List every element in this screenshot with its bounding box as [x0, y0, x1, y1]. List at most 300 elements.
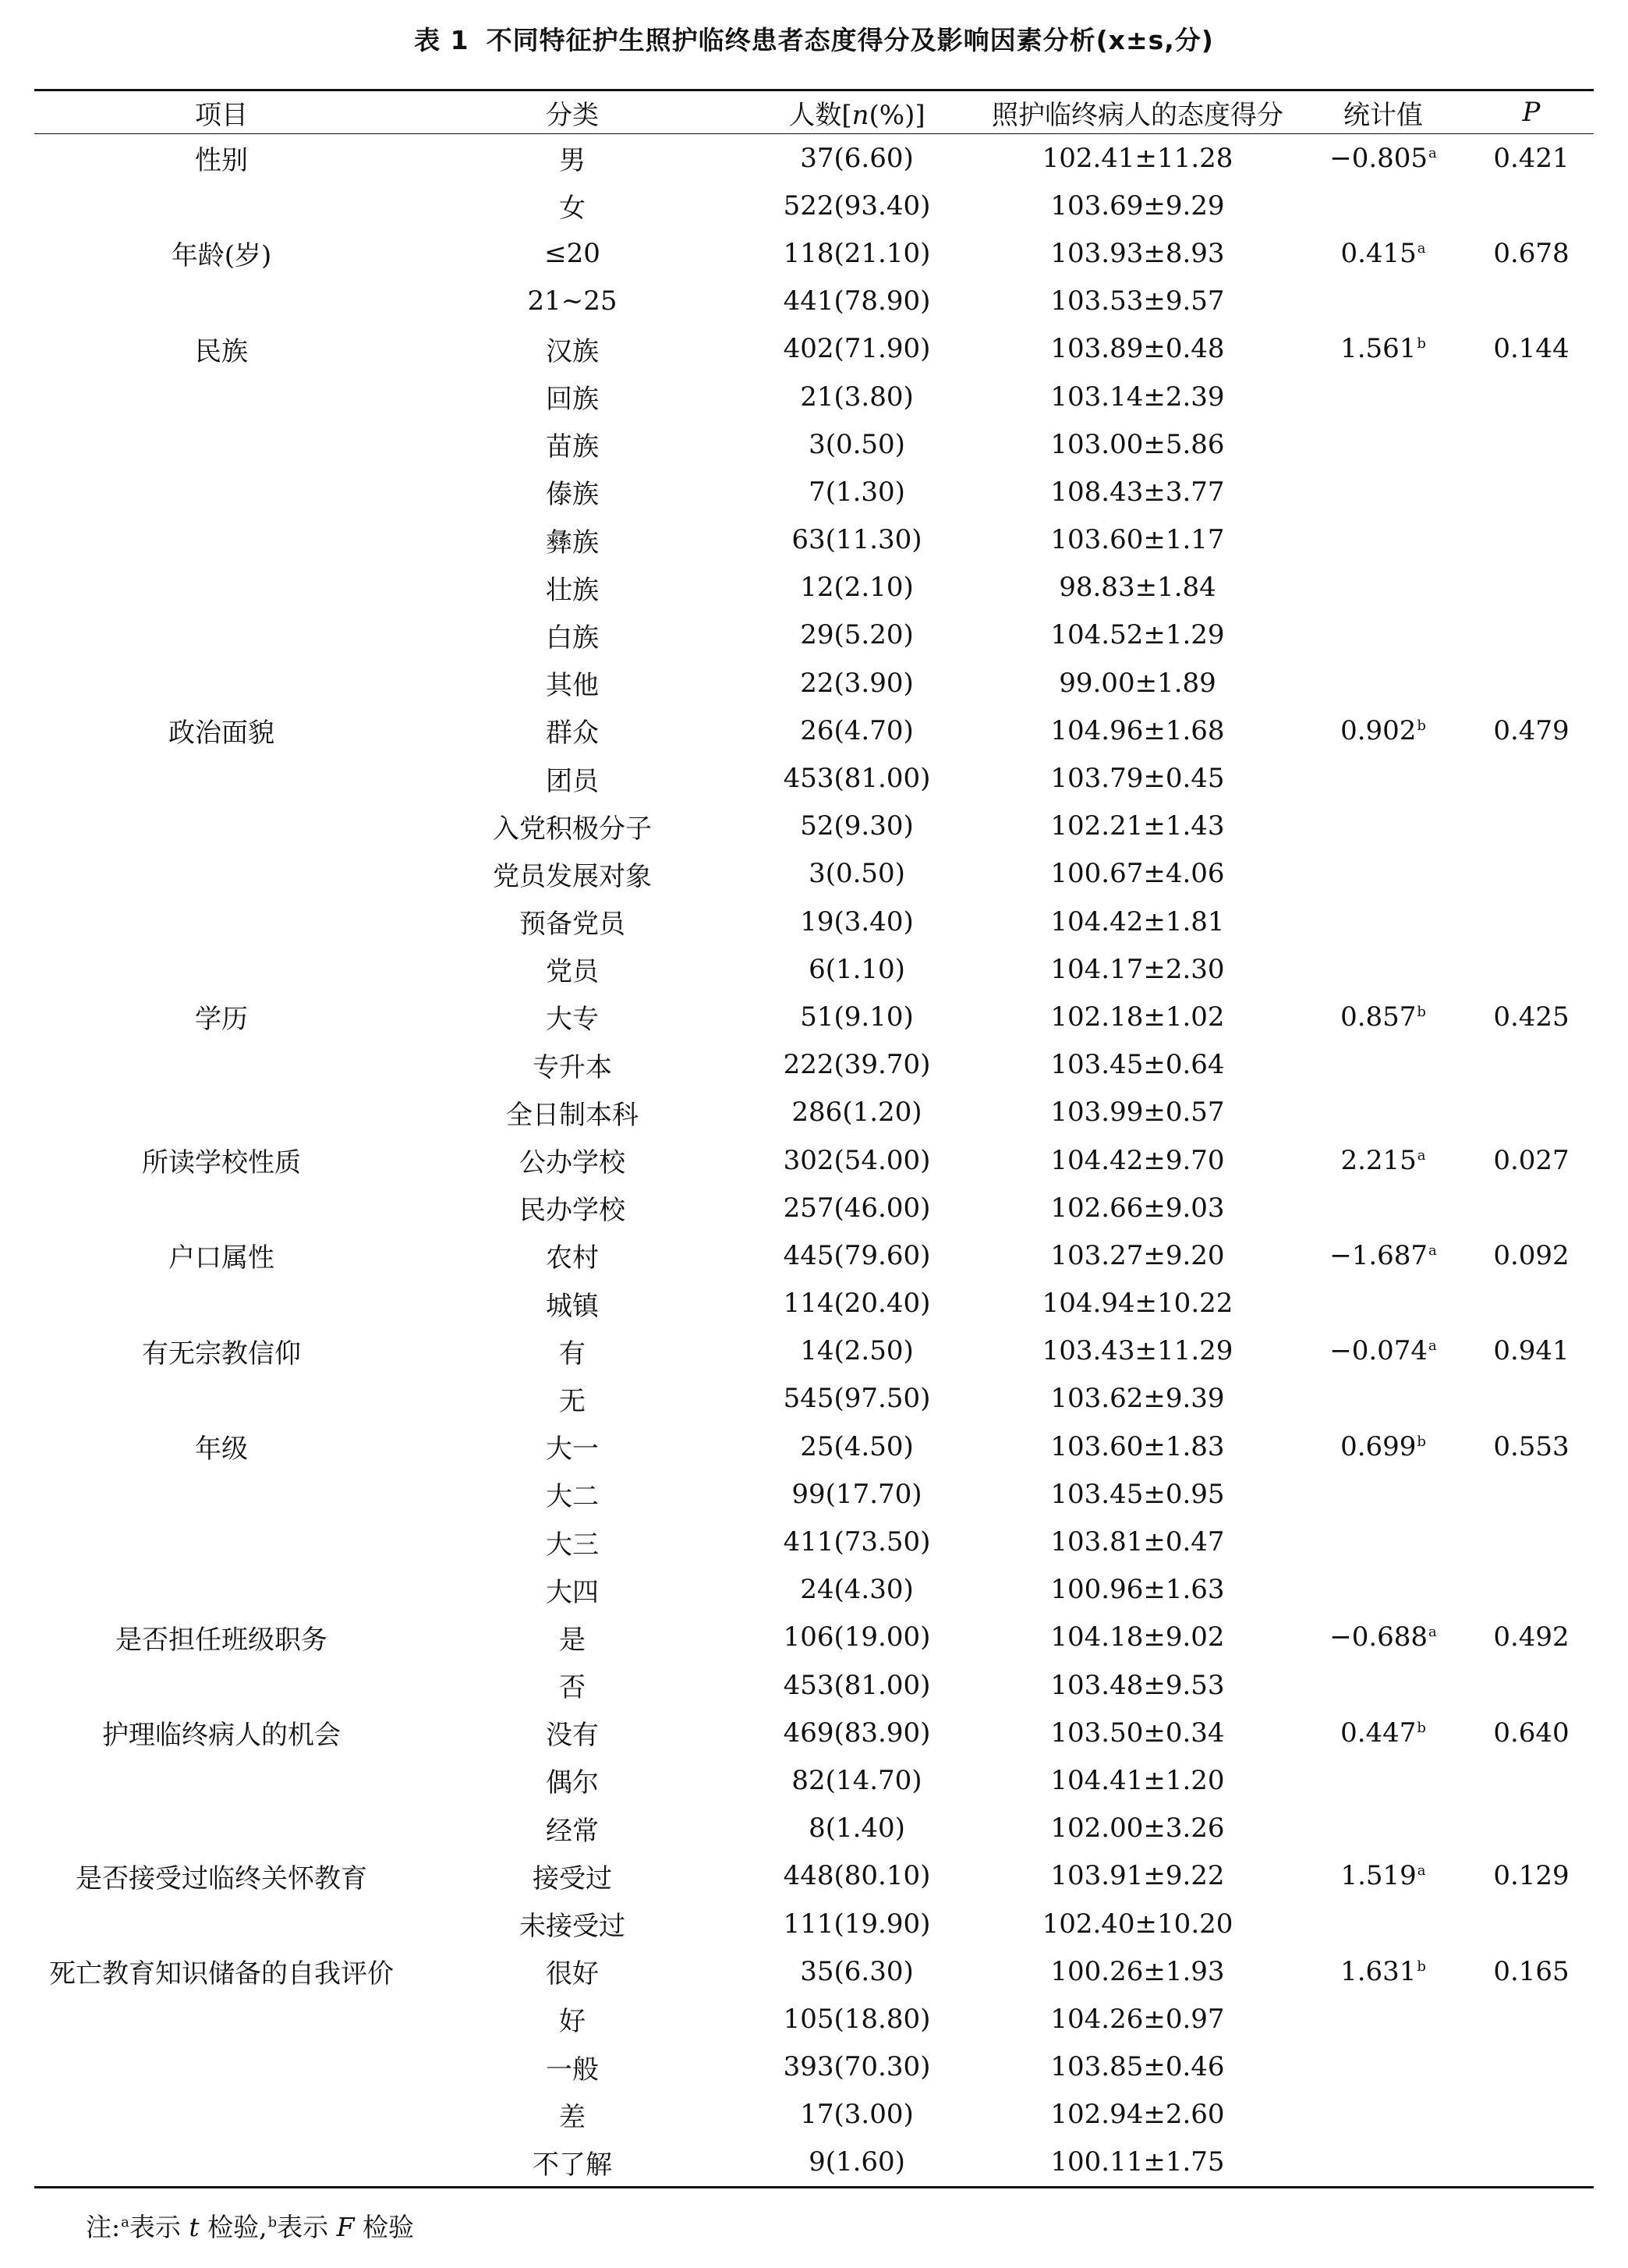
table-row [34, 1756, 1594, 1804]
cell-category: 公办学校 [519, 1147, 625, 1179]
table-row [34, 516, 1594, 564]
cell-item [34, 468, 409, 516]
cell-count: 24(4.30) [800, 1574, 914, 1606]
cell-category: 一般 [546, 2054, 599, 2085]
table-row [34, 1184, 1594, 1231]
cell-item [34, 2043, 409, 2091]
table-row [34, 611, 1594, 659]
cell-p [1469, 1280, 1594, 1327]
cell-p [1469, 1089, 1594, 1136]
cell-score: 104.42±1.81 [1050, 905, 1225, 937]
cell-item [34, 1470, 409, 1518]
table-row [34, 1136, 1594, 1184]
table-row [34, 1900, 1594, 1947]
cell-score: 108.43±3.77 [1050, 476, 1225, 508]
cell-stat [1297, 659, 1469, 707]
cell-stat [1297, 1661, 1469, 1709]
header-p: P [1469, 90, 1594, 134]
stat-test-marker: b [1417, 1003, 1426, 1020]
table-row [34, 1470, 1594, 1518]
stat-test-marker: a [1417, 1146, 1426, 1164]
cell-item [34, 516, 409, 564]
cell-p: 0.092 [1493, 1239, 1570, 1271]
cell-count: 25(4.50) [800, 1430, 914, 1462]
cell-item [34, 803, 409, 850]
stat-test-marker: b [1417, 717, 1426, 734]
cell-count: 63(11.30) [791, 524, 922, 556]
cell-category: 群众 [546, 718, 599, 750]
cell-item: 性别 [195, 145, 248, 177]
cell-score: 100.67±4.06 [1050, 858, 1225, 890]
cell-stat: −0.074$^a$ [1329, 1335, 1437, 1367]
cell-count: 114(20.40) [783, 1288, 931, 1320]
cell-score: 100.96±1.63 [1050, 1574, 1225, 1606]
cell-stat [1297, 850, 1469, 898]
table-row [34, 1518, 1594, 1565]
cell-category: 壮族 [546, 574, 599, 606]
stat-test-marker: b [1417, 1719, 1426, 1736]
cell-score: 104.42±9.70 [1050, 1144, 1225, 1176]
cell-category: 专升本 [533, 1051, 612, 1083]
cell-stat: −0.688$^a$ [1329, 1621, 1437, 1653]
cell-stat: 1.631$^b$ [1340, 1955, 1426, 1987]
cell-item [34, 1375, 409, 1423]
cell-stat [1297, 1184, 1469, 1231]
cell-stat [1297, 898, 1469, 945]
table-body [34, 134, 1594, 2188]
cell-stat [1297, 1566, 1469, 1614]
cell-p [1469, 611, 1594, 659]
cell-score: 100.26±1.93 [1050, 1955, 1225, 1987]
cell-p [1469, 516, 1594, 564]
cell-category: 无 [559, 1385, 586, 1417]
cell-p [1469, 182, 1594, 229]
cell-category: 女 [559, 193, 586, 225]
cell-item [34, 1805, 409, 1852]
cell-item [34, 1184, 409, 1231]
cell-p [1469, 420, 1594, 468]
cell-category: 接受过 [533, 1862, 612, 1894]
cell-category: 其他 [546, 670, 599, 702]
cell-category: 差 [559, 2101, 586, 2133]
cell-count: 6(1.10) [809, 953, 905, 985]
cell-category: 好 [559, 2006, 586, 2038]
header-item: 项目 [34, 90, 409, 134]
cell-category: 预备党员 [519, 909, 625, 941]
cell-stat: 0.447$^b$ [1340, 1717, 1426, 1749]
cell-item [34, 1566, 409, 1614]
cell-score: 103.53±9.57 [1050, 285, 1225, 317]
cell-item [34, 1995, 409, 2043]
cell-stat: −1.687$^a$ [1329, 1239, 1437, 1271]
table-row [34, 2091, 1594, 2139]
table-row [34, 278, 1594, 325]
cell-score: 102.94±2.60 [1050, 2099, 1225, 2131]
cell-count: 8(1.40) [809, 1813, 905, 1845]
cell-category: 大一 [546, 1433, 599, 1465]
table-row [34, 420, 1594, 468]
cell-score: 103.99±0.57 [1050, 1097, 1225, 1129]
cell-stat [1297, 1041, 1469, 1089]
cell-score: 102.21±1.43 [1050, 810, 1225, 842]
cell-stat: 0.857$^b$ [1340, 1001, 1426, 1033]
cell-category: 白族 [546, 622, 599, 654]
cell-category: 否 [559, 1672, 586, 1704]
table-row [34, 2043, 1594, 2091]
cell-stat [1297, 803, 1469, 850]
cell-p [1469, 1566, 1594, 1614]
cell-score: 104.26±0.97 [1050, 2003, 1225, 2035]
cell-p: 0.027 [1493, 1144, 1570, 1176]
table-row [34, 1995, 1594, 2043]
cell-category: 回族 [546, 384, 599, 416]
cell-stat [1297, 1995, 1469, 2043]
cell-p: 0.678 [1493, 237, 1570, 269]
stat-test-marker: a [1428, 144, 1437, 161]
table-row [34, 1375, 1594, 1423]
cell-count: 118(21.10) [783, 237, 931, 269]
header-category: 分类 [409, 90, 736, 134]
cell-count: 522(93.40) [783, 190, 931, 221]
cell-score: 103.27±9.20 [1050, 1239, 1225, 1271]
cell-item: 政治面貌 [168, 718, 274, 750]
table-row [34, 1947, 1594, 1995]
table-row [34, 134, 1594, 183]
cell-item: 是否接受过临终关怀教育 [76, 1862, 367, 1894]
cell-score: 102.40±10.20 [1042, 1908, 1233, 1940]
cell-stat: 1.519$^a$ [1340, 1860, 1426, 1892]
cell-item: 死亡教育知识储备的自我评价 [49, 1958, 394, 1990]
cell-category: 苗族 [546, 431, 599, 463]
cell-p [1469, 898, 1594, 945]
cell-count: 21(3.80) [800, 381, 914, 413]
cell-item [34, 1756, 409, 1804]
cell-category: 21~25 [527, 285, 618, 317]
cell-category: ≤20 [544, 237, 600, 269]
cell-category: 偶尔 [546, 1767, 599, 1799]
cell-count: 14(2.50) [800, 1335, 914, 1367]
cell-p: 0.553 [1493, 1430, 1570, 1462]
cell-category: 是 [559, 1624, 586, 1656]
table-row [34, 564, 1594, 611]
table-row [34, 1709, 1594, 1756]
cell-score: 103.60±1.17 [1050, 524, 1225, 556]
cell-item: 学历 [195, 1004, 248, 1036]
table-row [34, 1089, 1594, 1136]
cell-count: 3(0.50) [809, 858, 905, 890]
cell-category: 入党积极分子 [493, 813, 652, 845]
header-row [34, 90, 1594, 134]
cell-count: 82(14.70) [791, 1764, 922, 1796]
data-table [34, 89, 1594, 2188]
cell-score: 104.18±9.02 [1050, 1621, 1225, 1653]
cell-stat [1297, 1280, 1469, 1327]
cell-category: 团员 [546, 765, 599, 797]
cell-stat [1297, 182, 1469, 229]
cell-p [1469, 1518, 1594, 1565]
table-row [34, 1231, 1594, 1279]
cell-category: 很好 [546, 1958, 599, 1990]
table-row [34, 803, 1594, 850]
table-row [34, 754, 1594, 802]
table-title-text: 不同特征护生照护临终患者态度得分及影响因素分析(x±s,分) [486, 25, 1214, 55]
cell-p [1469, 1470, 1594, 1518]
cell-item [34, 1280, 409, 1327]
cell-item [34, 945, 409, 993]
cell-category: 傣族 [546, 479, 599, 511]
cell-p [1469, 1661, 1594, 1709]
cell-count: 99(17.70) [791, 1478, 922, 1510]
cell-item [34, 2139, 409, 2188]
cell-p [1469, 468, 1594, 516]
cell-count: 37(6.60) [800, 142, 914, 174]
table-row [34, 659, 1594, 707]
cell-count: 286(1.20) [791, 1097, 922, 1129]
cell-stat [1297, 611, 1469, 659]
cell-item [34, 278, 409, 325]
cell-p: 0.640 [1493, 1717, 1570, 1749]
cell-item: 年级 [195, 1433, 248, 1465]
header-score: 照护临终病人的态度得分 [978, 90, 1297, 134]
cell-p: 0.421 [1493, 142, 1570, 174]
table-row [34, 945, 1594, 993]
cell-category: 汉族 [546, 335, 599, 367]
cell-p [1469, 564, 1594, 611]
cell-p [1469, 803, 1594, 850]
cell-category: 全日制本科 [506, 1099, 639, 1131]
cell-score: 103.14±2.39 [1050, 381, 1225, 413]
cell-stat: 2.215$^a$ [1340, 1144, 1426, 1176]
cell-stat: 0.902$^b$ [1340, 714, 1426, 746]
cell-count: 453(81.00) [783, 1669, 931, 1701]
cell-score: 103.50±0.34 [1050, 1717, 1225, 1749]
cell-p [1469, 1900, 1594, 1947]
cell-item [34, 1661, 409, 1709]
cell-score: 103.89±0.48 [1050, 333, 1225, 365]
cell-category: 大四 [546, 1576, 599, 1608]
cell-count: 411(73.50) [783, 1526, 931, 1558]
cell-stat [1297, 1470, 1469, 1518]
table-row [34, 373, 1594, 420]
header-count: 人数[n(%)] [736, 90, 978, 134]
cell-p [1469, 1805, 1594, 1852]
cell-score: 103.43±11.29 [1042, 1335, 1233, 1367]
cell-count: 51(9.10) [800, 1001, 914, 1033]
stat-test-marker: a [1428, 1624, 1437, 1641]
stat-test-marker: a [1428, 1338, 1437, 1355]
cell-count: 302(54.00) [783, 1144, 931, 1176]
cell-p: 0.941 [1493, 1335, 1570, 1367]
cell-p: 0.144 [1493, 333, 1570, 365]
cell-count: 257(46.00) [783, 1192, 931, 1224]
cell-stat [1297, 1375, 1469, 1423]
cell-category: 未接受过 [519, 1911, 625, 1943]
table-row [34, 993, 1594, 1040]
cell-stat [1297, 278, 1469, 325]
cell-category: 大三 [546, 1529, 599, 1561]
table-row [34, 1614, 1594, 1661]
cell-category: 不了解 [533, 2149, 612, 2181]
stat-test-marker: b [1417, 1958, 1426, 1975]
table-row [34, 1423, 1594, 1470]
cell-p [1469, 2091, 1594, 2139]
cell-count: 19(3.40) [800, 905, 914, 937]
cell-count: 7(1.30) [809, 476, 905, 508]
cell-score: 103.45±0.95 [1050, 1478, 1225, 1510]
cell-p: 0.425 [1493, 1001, 1570, 1033]
cell-score: 103.48±9.53 [1050, 1669, 1225, 1701]
cell-score: 99.00±1.89 [1059, 667, 1216, 699]
cell-item [34, 2091, 409, 2139]
cell-item: 年龄(岁) [171, 240, 272, 272]
cell-p [1469, 1756, 1594, 1804]
cell-stat [1297, 468, 1469, 516]
table-row [34, 1280, 1594, 1327]
cell-stat: 0.699$^b$ [1340, 1430, 1426, 1462]
cell-count: 445(79.60) [783, 1239, 931, 1271]
cell-item [34, 611, 409, 659]
cell-stat [1297, 1756, 1469, 1804]
cell-count: 111(19.90) [783, 1908, 931, 1940]
cell-p: 0.492 [1493, 1621, 1570, 1653]
cell-item [34, 1041, 409, 1089]
table-row [34, 1852, 1594, 1900]
cell-stat [1297, 2139, 1469, 2188]
cell-p [1469, 754, 1594, 802]
cell-score: 103.69±9.29 [1050, 190, 1225, 221]
cell-item [34, 1900, 409, 1947]
cell-score: 103.93±8.93 [1050, 237, 1225, 269]
cell-item [34, 754, 409, 802]
stat-test-marker: a [1417, 1862, 1426, 1880]
cell-category: 党员 [546, 956, 599, 988]
cell-category: 经常 [546, 1815, 599, 1847]
cell-stat [1297, 1805, 1469, 1852]
cell-stat [1297, 2091, 1469, 2139]
cell-item [34, 1518, 409, 1565]
cell-item: 所读学校性质 [142, 1147, 301, 1179]
cell-count: 545(97.50) [783, 1383, 931, 1415]
cell-stat [1297, 373, 1469, 420]
table-note: 注:$^a$表示 t 检验,$^b$表示 F 检验 [86, 2212, 415, 2242]
cell-count: 9(1.60) [809, 2146, 905, 2178]
cell-item [34, 659, 409, 707]
cell-stat [1297, 754, 1469, 802]
table-row [34, 707, 1594, 754]
cell-score: 103.45±0.64 [1050, 1049, 1225, 1081]
cell-stat [1297, 1518, 1469, 1565]
table-row [34, 182, 1594, 229]
cell-count: 22(3.90) [800, 667, 914, 699]
cell-p [1469, 850, 1594, 898]
cell-p: 0.479 [1493, 714, 1570, 746]
table-row [34, 1566, 1594, 1614]
cell-count: 441(78.90) [783, 285, 931, 317]
cell-count: 448(80.10) [783, 1860, 931, 1892]
cell-score: 104.41±1.20 [1050, 1764, 1225, 1796]
stat-test-marker: a [1417, 239, 1426, 257]
cell-item: 是否担任班级职务 [115, 1624, 327, 1656]
cell-item [34, 1089, 409, 1136]
table-row [34, 2139, 1594, 2188]
cell-score: 103.79±0.45 [1050, 763, 1225, 795]
cell-stat [1297, 420, 1469, 468]
cell-stat [1297, 2043, 1469, 2091]
cell-category: 城镇 [546, 1290, 599, 1322]
cell-count: 26(4.70) [800, 714, 914, 746]
cell-score: 103.60±1.83 [1050, 1430, 1225, 1462]
cell-score: 102.66±9.03 [1050, 1192, 1225, 1224]
cell-score: 104.96±1.68 [1050, 714, 1225, 746]
cell-p [1469, 2139, 1594, 2188]
table-row [34, 229, 1594, 277]
cell-score: 103.62±9.39 [1050, 1383, 1225, 1415]
cell-item: 民族 [195, 335, 248, 367]
cell-category: 有 [559, 1338, 586, 1370]
cell-category: 党员发展对象 [493, 860, 652, 892]
cell-category: 没有 [546, 1720, 599, 1752]
cell-score: 103.85±0.46 [1050, 2051, 1225, 2083]
cell-count: 12(2.10) [800, 572, 914, 604]
cell-category: 民办学校 [519, 1195, 625, 1227]
cell-p: 0.129 [1493, 1860, 1570, 1892]
stat-test-marker: b [1417, 335, 1426, 353]
table-row [34, 468, 1594, 516]
cell-category: 农村 [546, 1242, 599, 1274]
cell-category: 大专 [546, 1004, 599, 1036]
table-row [34, 1661, 1594, 1709]
cell-stat [1297, 1900, 1469, 1947]
table-title [0, 17, 1628, 64]
cell-count: 469(83.90) [783, 1717, 931, 1749]
cell-p [1469, 2043, 1594, 2091]
cell-count: 393(70.30) [783, 2051, 931, 2083]
cell-category: 大二 [546, 1481, 599, 1513]
cell-item [34, 850, 409, 898]
table-row [34, 850, 1594, 898]
table-row [34, 898, 1594, 945]
table-number: 表 1 [414, 25, 469, 55]
table-row [34, 1805, 1594, 1852]
cell-score: 102.18±1.02 [1050, 1001, 1225, 1033]
cell-category: 彝族 [546, 526, 599, 558]
cell-stat: 0.415$^a$ [1340, 237, 1426, 269]
cell-score: 102.00±3.26 [1050, 1813, 1225, 1845]
cell-stat: 1.561$^b$ [1340, 333, 1426, 365]
cell-score: 98.83±1.84 [1059, 572, 1216, 604]
cell-score: 103.00±5.86 [1050, 428, 1225, 460]
cell-count: 29(5.20) [800, 619, 914, 651]
cell-p [1469, 659, 1594, 707]
cell-p [1469, 1184, 1594, 1231]
cell-stat [1297, 945, 1469, 993]
cell-item [34, 373, 409, 420]
cell-score: 104.52±1.29 [1050, 619, 1225, 651]
cell-score: 102.41±11.28 [1042, 142, 1233, 174]
cell-stat [1297, 564, 1469, 611]
cell-count: 52(9.30) [800, 810, 914, 842]
cell-score: 104.94±10.22 [1042, 1288, 1233, 1320]
cell-count: 106(19.00) [783, 1621, 931, 1653]
cell-count: 3(0.50) [809, 428, 905, 460]
cell-p [1469, 1375, 1594, 1423]
cell-item: 户口属性 [168, 1242, 274, 1274]
cell-p [1469, 1995, 1594, 2043]
cell-score: 104.17±2.30 [1050, 953, 1225, 985]
table-row [34, 1327, 1594, 1375]
cell-p: 0.165 [1493, 1955, 1570, 1987]
cell-stat [1297, 516, 1469, 564]
